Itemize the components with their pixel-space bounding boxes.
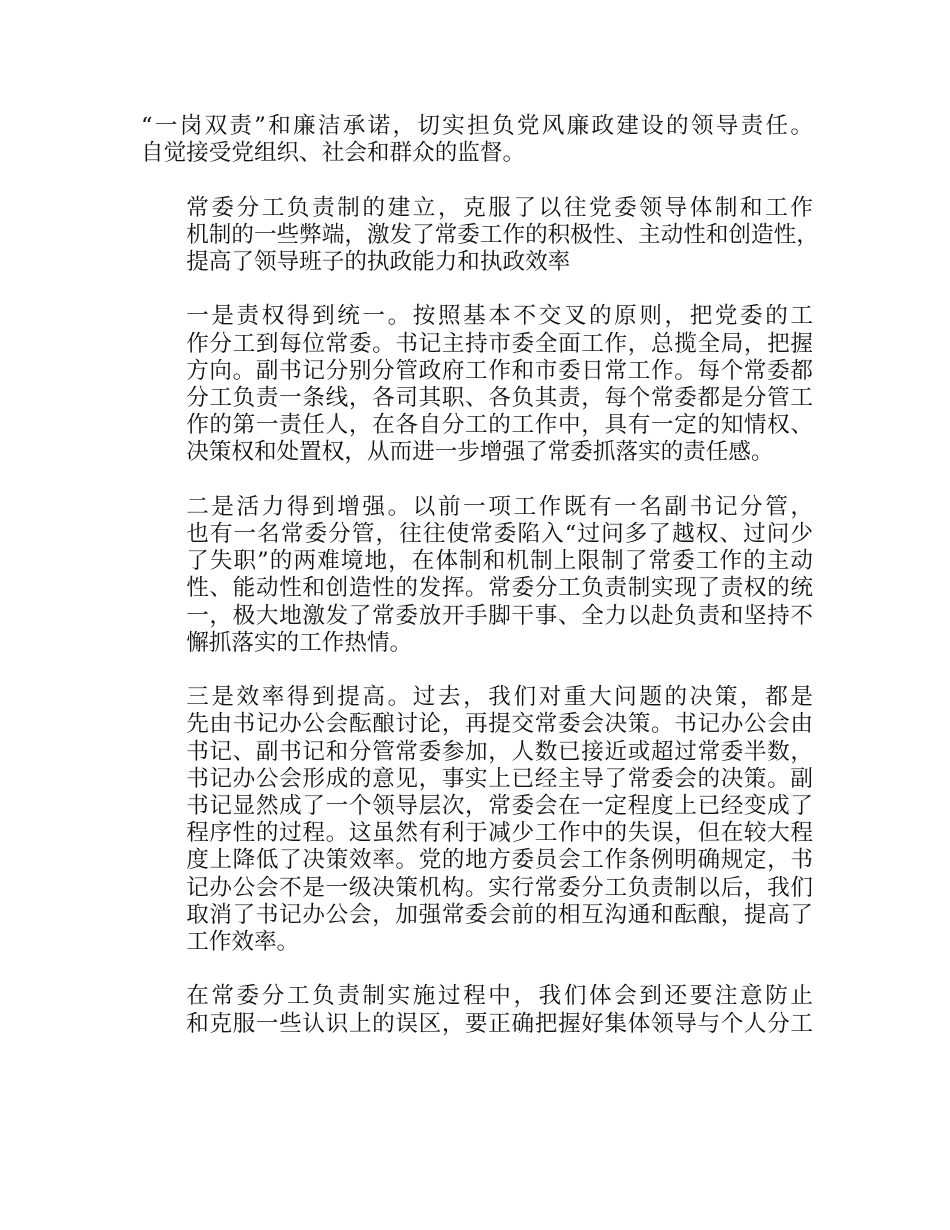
document-page [141, 113, 819, 1065]
text-line: 一是责权得到统一。按照基本不交叉的原则，把党委的工 [186, 303, 813, 330]
text-line: 作的第一责任人，在各自分工的工作中，具有一定的知情权、 [186, 412, 813, 439]
paragraph-3 [141, 303, 813, 466]
text-line: 书记显然成了一个领导层次，常委会在一定程度上已经变成了 [186, 793, 813, 820]
text-line: 自觉接受党组织、社会和群众的监督。 [141, 140, 526, 167]
text-line: 机制的一些弊端，激发了常委工作的积极性、主动性和创造性， [186, 221, 819, 248]
text-line: 分工负责一条线，各司其职、各负其责，每个常委都是分管工 [186, 385, 813, 411]
text-line: 程序性的过程。这虽然有利于减少工作中的失误，但在较大程 [186, 820, 813, 847]
text-line: 也有一名常委分管，往往使常委陷入“过问多了越权、过问少 [186, 521, 813, 547]
text-line: 先由书记办公会酝酿讨论，再提交常委会决策。书记办公会由 [186, 711, 813, 738]
text-line: 工作效率。 [186, 929, 300, 956]
text-line: 方向。副书记分别分管政府工作和市委日常工作。每个常委都 [186, 357, 813, 384]
text-line: 记办公会不是一级决策机构。实行常委分工负责制以后，我们 [186, 874, 813, 901]
text-line: 二是活力得到增强。以前一项工作既有一名副书记分管， [186, 493, 813, 520]
text-line: 一，极大地激发了常委放开手脚干事、全力以赴负责和坚持不 [186, 602, 813, 629]
text-line: 三是效率得到提高。过去，我们对重大问题的决策，都是 [186, 684, 813, 711]
paragraph-4 [141, 494, 813, 657]
text-line: 性、能动性和创造性的发挥。常委分工负责制实现了责权的统 [186, 575, 813, 602]
text-line: 在常委分工负责制实施过程中，我们体会到还要注意防止 [186, 983, 813, 1010]
text-line: 懈抓落实的工作热情。 [186, 629, 413, 656]
text-line: 决策权和处置权，从而进一步增强了常委抓落实的责任感。 [186, 439, 774, 466]
paragraph-1 [141, 113, 813, 167]
text-line: 了失职”的两难境地，在体制和机制上限制了常委工作的主动 [186, 548, 813, 575]
text-line: “一岗双责”和廉洁承诺，切实担负党风廉政建设的领导责任。 [141, 113, 813, 139]
text-line: 书记、副书记和分管常委参加，人数已接近或超过常委半数， [186, 738, 813, 765]
text-line: 作分工到每位常委。书记主持市委全面工作，总揽全局，把握 [186, 330, 813, 357]
paragraph-5 [141, 684, 813, 956]
text-line: 提高了领导班子的执政能力和执政效率 [186, 249, 571, 275]
paragraph-6 [141, 983, 813, 1037]
text-line: 取消了书记办公会，加强常委会前的相互沟通和酝酿，提高了 [186, 901, 813, 928]
text-line: 度上降低了决策效率。党的地方委员会工作条例明确规定，书 [186, 847, 813, 874]
text-line: 常委分工负责制的建立，克服了以往党委领导体制和工作 [186, 194, 813, 221]
text-line: 和克服一些认识上的误区，要正确把握好集体领导与个人分工 [186, 1010, 813, 1037]
paragraph-2 [141, 194, 819, 277]
text-line: 书记办公会形成的意见，事实上已经主导了常委会的决策。副 [186, 765, 813, 792]
